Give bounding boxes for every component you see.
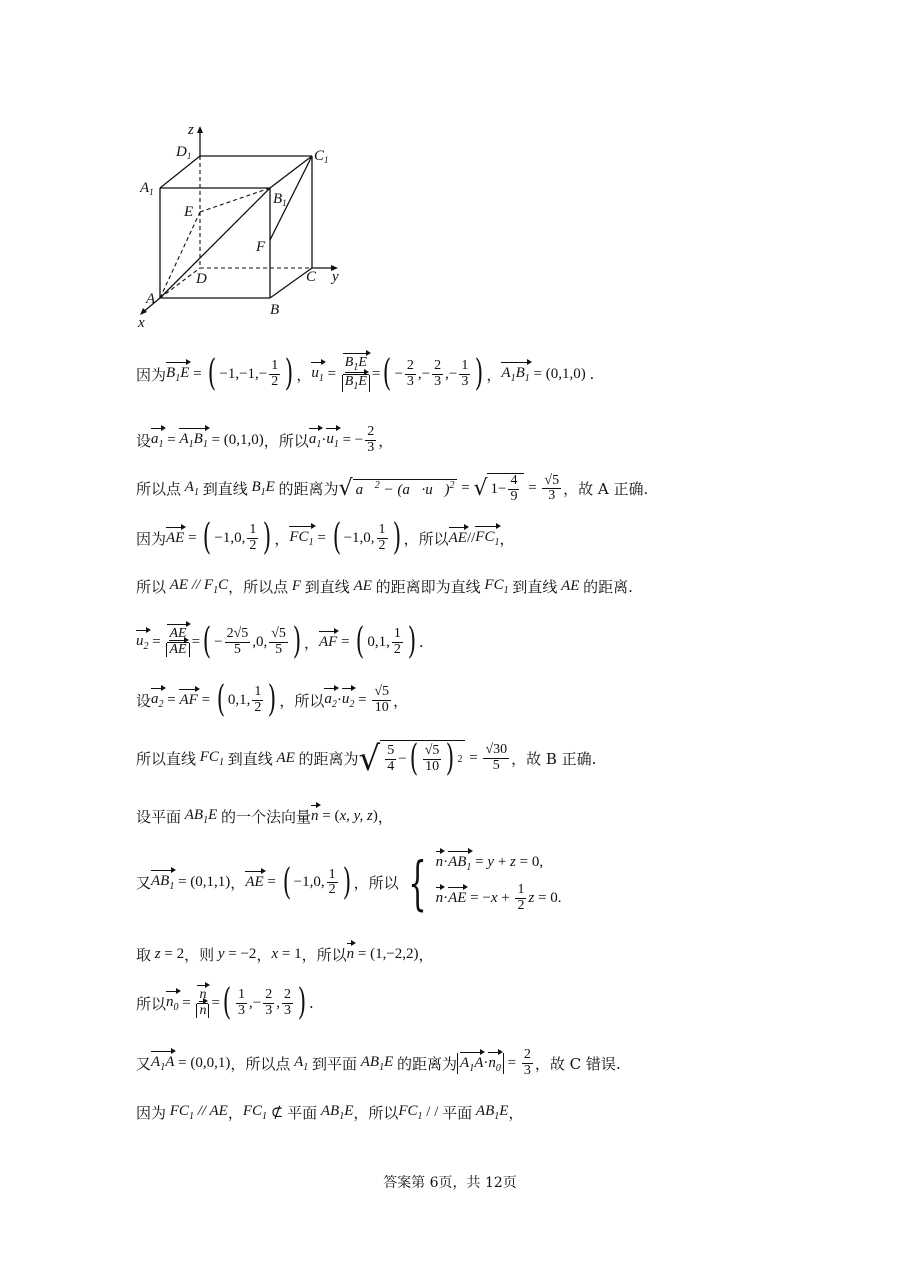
line-14: 因为 $FC_1$ // AE ， $FC_1$ ⊄ 平面 $AB_1E$ ，所以 $FC_1$ / / 平面 $AB_1E$ ，	[136, 1103, 524, 1122]
line-10: 又 $AB_1$ = (0,1,1) ， AE = ( −1,0, $\frac{1}{2}$ ) ，所以 { $n\cdot AB_1 = y + z = 0$, n · AE = − x + $\frac{1}{2}$ z = 0.	[136, 848, 562, 917]
label-y: y	[332, 269, 339, 285]
line-11: 取 z = 2 ，则 y = −2 ， x = 1 ，所以 n = (1,−2,2) ，	[136, 946, 434, 964]
line-3: 所以点 $A_1$ 到直线 $B_1E$ 的距离为 √ a⃗$^2$ − (a⃗·u⃗)$^2$ = √ 1− $\frac{4}{9}$ = $\frac{√5}{3}$ ，故 A 正确.	[136, 472, 649, 504]
line-2: 设 $a_1$ = $A_1B_1$ = (0,1,0) ， 所以 $a_1$ · $u_1$ = − $\frac{2}{3}$ ，	[136, 424, 394, 455]
line-5: 所以 AE // $F_1C$ ，所以点 F 到直线 AE 的距离即为直线 $FC_1$ 到直线 AE 的距离.	[136, 577, 633, 596]
line-13: 又 $A_1A$ = (0,0,1) ，所以点 $A_1$ 到平面 $AB_1E$ 的距离为 $A_1A\cdot n_0$ = $\frac{2}{3}$ ，故 C 错误.	[136, 1047, 621, 1078]
label-c: C	[306, 269, 317, 285]
label-z: z	[188, 122, 194, 138]
label-f: F	[256, 239, 266, 255]
label-d1: $D_1$	[176, 144, 192, 161]
label-b: B	[270, 302, 280, 318]
line-6: $u_2$ = $\frac{AE}{AE}$ = ( − $\frac{2√5}{5}$ ,0, $\frac{√5}{5}$ ) ， AF = ( 0,1, $\frac{1}{2}$ ) .	[136, 621, 424, 662]
line-1: 因为 $B_1E$ = ( −1,−1,− $\frac{1}{2}$ ) ， $u_1$ = $\frac{B_1E}{B_1E}$ = ( − $\frac{2}{3}$ ,− $\frac{2}{3}$ ,− $\frac{1}{3}$ ) ， $A_1B_1$ = (0,1,0) .	[136, 353, 595, 394]
cube-figure	[130, 118, 370, 333]
line-4: 因为 AE = ( −1,0, $\frac{1}{2}$ ) ， $FC_1$ = ( −1,0, $\frac{1}{2}$ ) ， 所以 AE // $FC_1$ ，	[136, 517, 515, 558]
label-x: x	[138, 315, 145, 331]
label-e: E	[184, 204, 194, 220]
label-d: D	[196, 271, 207, 287]
page-footer: 答案第 6页，共 12页	[383, 1175, 517, 1191]
label-a1: $A_1$	[140, 180, 154, 197]
label-b1: $B_1$	[273, 191, 287, 208]
label-a: A	[146, 291, 156, 307]
line-7: 设 $a_2$ = AF = ( 0,1, $\frac{1}{2}$ ) ， 所以 $a_2$ · $u_2$ = $\frac{√5}{10}$ ，	[136, 679, 409, 720]
line-9: 设平面 $AB_1E$ 的一个法向量 n = ( x, y, z ) ，	[136, 807, 393, 826]
label-c1: $C_1$	[314, 148, 329, 165]
line-8: 所以直线 $FC_1$ 到直线 AE 的距离为 √ $\frac{5}{4}$ − ( $\frac{√5}{10}$ ) 2 = $\frac{√30}{5}$ ，故 B 正确.	[136, 738, 597, 779]
line-12: 所以 $n_0$ = $\frac{n}{n}$ = ( $\frac{1}{3}$ ,− $\frac{2}{3}$ , $\frac{2}{3}$ ) .	[136, 982, 314, 1023]
